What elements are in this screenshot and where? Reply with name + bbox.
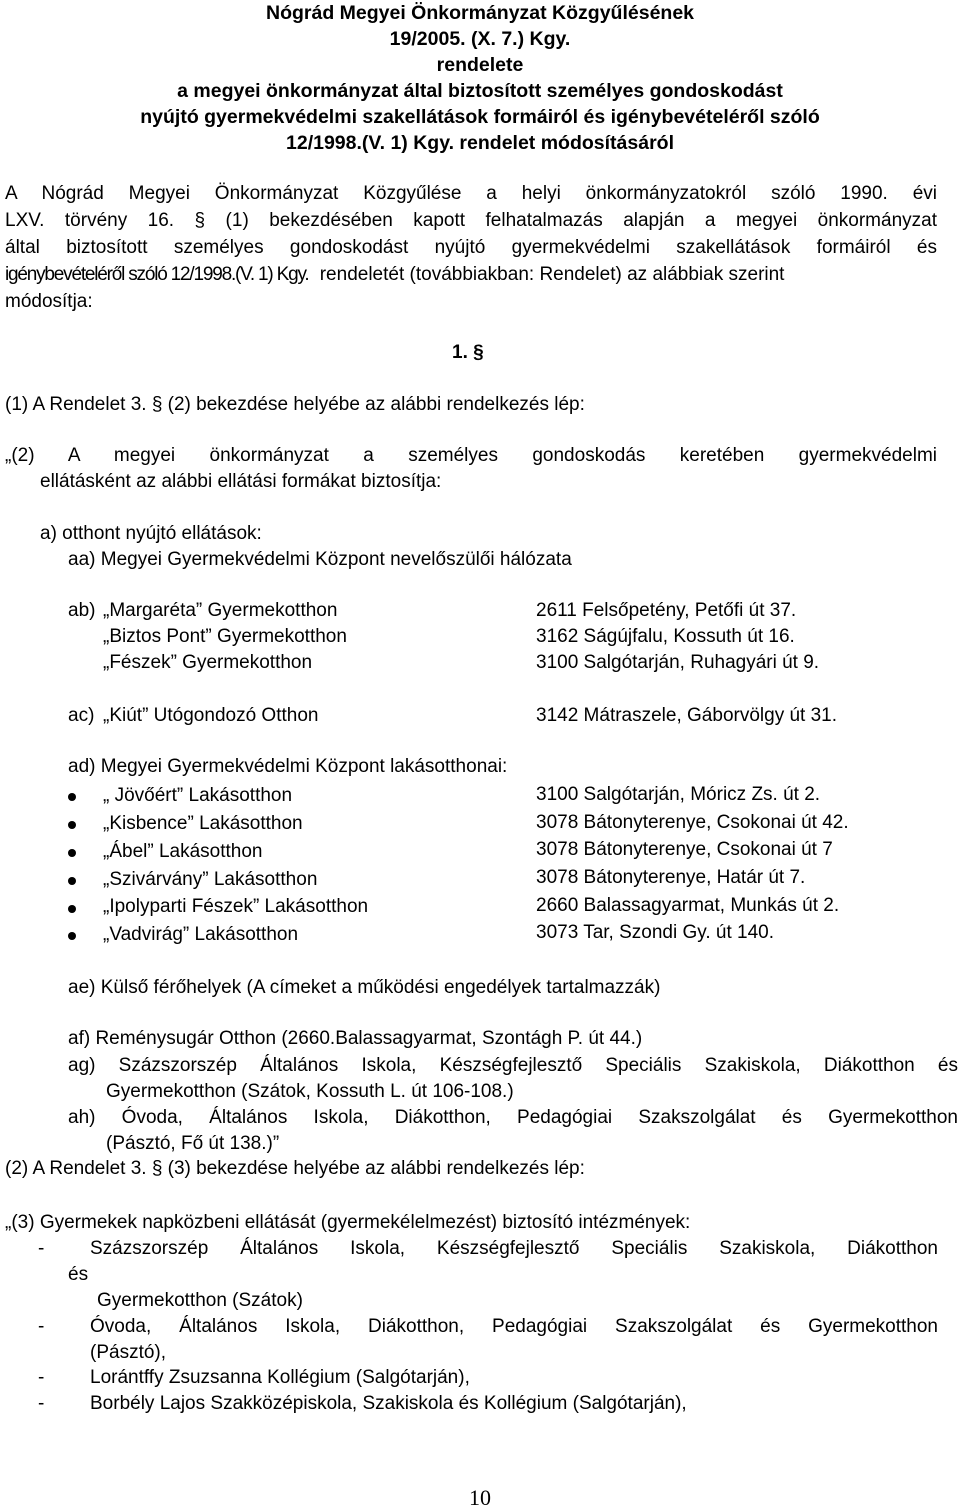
title-line-2: 19/2005. (X. 7.) Kgy. [389,28,571,50]
ad-item-1-name: „ Jövőért” Lakásotthon [103,785,293,806]
page-number: 10 [469,1485,491,1510]
quote-2-item-1-line-3: Gyermekotthon (Szátok) [97,1290,303,1311]
quote-2-item-3-line-1: Lorántffy Zsuzsanna Kollégium (Salgótarján), [90,1367,470,1388]
bullet-icon [68,821,76,829]
paragraph-2: (2) A Rendelet 3. § (3) bekezdése helyébe az alábbi rendelkezés lép: [5,1158,585,1179]
ad-item-4-address: 3078 Bátonyterenye, Határ út 7. [536,867,806,888]
preamble-line-4a: igénybevételéről szóló 12/1998.(V. 1) Kgy. [5,264,309,285]
preamble-line-5: módosítja: [5,291,93,312]
item-a-heading: a) otthont nyújtó ellátások: [40,523,262,544]
preamble-line-4 [5,264,937,286]
quote-2-item-2-line-1: Óvoda, Általános Iskola, Diákotthon, Pedagógiai Szakszolgálat és Gyermekotthon [90,1316,938,1337]
quote-2-item-2-line-2: (Pásztó), [90,1342,167,1363]
ab-row-1-name: „Margaréta” Gyermekotthon [103,600,338,621]
item-ah-line-2: (Pásztó, Fő út 138.)” [106,1133,280,1154]
bullet-icon [68,849,76,857]
bullet-icon [68,793,76,801]
item-ag-line-2: Gyermekotthon (Szátok, Kossuth L. út 106-108.) [106,1081,514,1102]
item-ah-line-1: ah) Óvoda, Általános Iskola, Diákotthon, Pedagógiai Szakszolgálat és Gyermekotthon [68,1107,958,1128]
item-ab-prefix: ab) [68,600,96,621]
ad-item-5-address: 2660 Balassagyarmat, Munkás út 2. [536,895,840,916]
section-heading: 1. § [452,342,484,363]
ab-row-2-name: „Biztos Pont” Gyermekotthon [103,626,347,647]
dash-marker: - [38,1238,45,1259]
item-af: af) Reménysugár Otthon (2660.Balassagyarmat, Szontágh P. út 44.) [68,1028,643,1049]
ad-item-3-address: 3078 Bátonyterenye, Csokonai út 7 [536,839,833,860]
ad-item-2-name: „Kisbence” Lakásotthon [103,813,303,834]
dash-marker: - [38,1316,45,1337]
ab-row-2-name-text: Biztos Pont” Gyermekotthon [109,626,347,647]
preamble-line-2: LXV. törvény 16. § (1) bekezdésében kapott felhatalmazás alapján a megyei önkormányzat [5,210,937,231]
dash-marker: - [38,1393,45,1414]
bullet-icon [68,905,76,913]
title-line-3: rendelete [436,54,524,76]
ac-name: „Kiút” Utógondozó Otthon [103,705,319,726]
title-line-1: Nógrád Megyei Önkormányzat Közgyűlésének [265,2,695,24]
ab-row-1-name-text: Margaréta” Gyermekotthon [109,600,338,621]
quote-2-heading: „(3) Gyermekek napközbeni ellátását (gyermekélelmezést) biztosító intézmények: [5,1212,691,1233]
quote-2-item-1-line-1: Százszorszép Általános Iskola, Készségfejlesztő Speciális Szakiskola, Diákotthon [90,1238,938,1259]
ad-item-3-name: „Ábel” Lakásotthon [103,841,263,862]
ab-row-1-address: 2611 Felsőpetény, Petőfi út 37. [536,600,797,621]
item-aa: aa) Megyei Gyermekvédelmi Központ nevelőszülői hálózata [68,549,572,570]
preamble-line-1: A Nógrád Megyei Önkormányzat Közgyűlése a helyi önkormányzatokról szóló 1990. évi [5,183,937,204]
ab-row-3-name-text: Fészek” Gyermekotthon [109,652,313,673]
quote-1-line-1: „(2) A megyei önkormányzat a személyes gondoskodás keretében gyermekvédelmi [5,445,937,466]
item-ad-heading: ad) Megyei Gyermekvédelmi Központ lakásotthonai: [68,756,508,777]
title-line-6: 12/1998.(V. 1) Kgy. rendelet módosításáról [286,132,674,154]
quote-2-item-1-line-2: és [68,1264,89,1285]
bullet-icon [68,932,76,940]
ad-item-6-address: 3073 Tar, Szondi Gy. út 140. [536,922,775,943]
title-line-5: nyújtó gyermekvédelmi szakellátások formáiról és igénybevételéről szóló [140,106,820,128]
preamble-line-3: által biztosított személyes gondoskodást nyújtó gyermekvédelmi szakellátások formáiról és [5,237,937,258]
ac-name-text: Kiút” Utógondozó Otthon [109,705,319,726]
preamble-line-4b: rendeletét (továbbiakban: Rendelet) az alábbiak szerint [319,264,785,285]
item-ag-line-1: ag) Százszorszép Általános Iskola, Készségfejlesztő Speciális Szakiskola, Diákotthon és [68,1055,958,1076]
ab-row-3-name: „Fészek” Gyermekotthon [103,652,313,673]
ad-item-4-name: „Szivárvány” Lakásotthon [103,869,318,890]
ab-row-2-address: 3162 Ságújfalu, Kossuth út 16. [536,626,795,647]
paragraph-1: (1) A Rendelet 3. § (2) bekezdése helyébe az alábbi rendelkezés lép: [5,394,585,415]
quote-1-line-2: ellátásként az alábbi ellátási formákat biztosítja: [40,471,442,492]
ad-item-6-name: „Vadvirág” Lakásotthon [103,924,299,945]
item-ac-prefix: ac) [68,705,95,726]
item-ae: ae) Külső férőhelyek (A címeket a működési engedélyek tartalmazzák) [68,977,661,998]
ad-item-1-address: 3100 Salgótarján, Móricz Zs. út 2. [536,784,821,805]
ad-item-5-name: „Ipolyparti Fészek” Lakásotthon [103,896,369,917]
title-line-4: a megyei önkormányzat által biztosított személyes gondoskodást [177,80,783,102]
ab-row-3-address: 3100 Salgótarján, Ruhagyári út 9. [536,652,820,673]
ad-item-2-address: 3078 Bátonyterenye, Csokonai út 42. [536,812,849,833]
ac-address: 3142 Mátraszele, Gáborvölgy út 31. [536,705,838,726]
quote-2-item-4-line-1: Borbély Lajos Szakközépiskola, Szakiskola és Kollégium (Salgótarján), [90,1393,687,1414]
dash-marker: - [38,1367,45,1388]
bullet-icon [68,877,76,885]
